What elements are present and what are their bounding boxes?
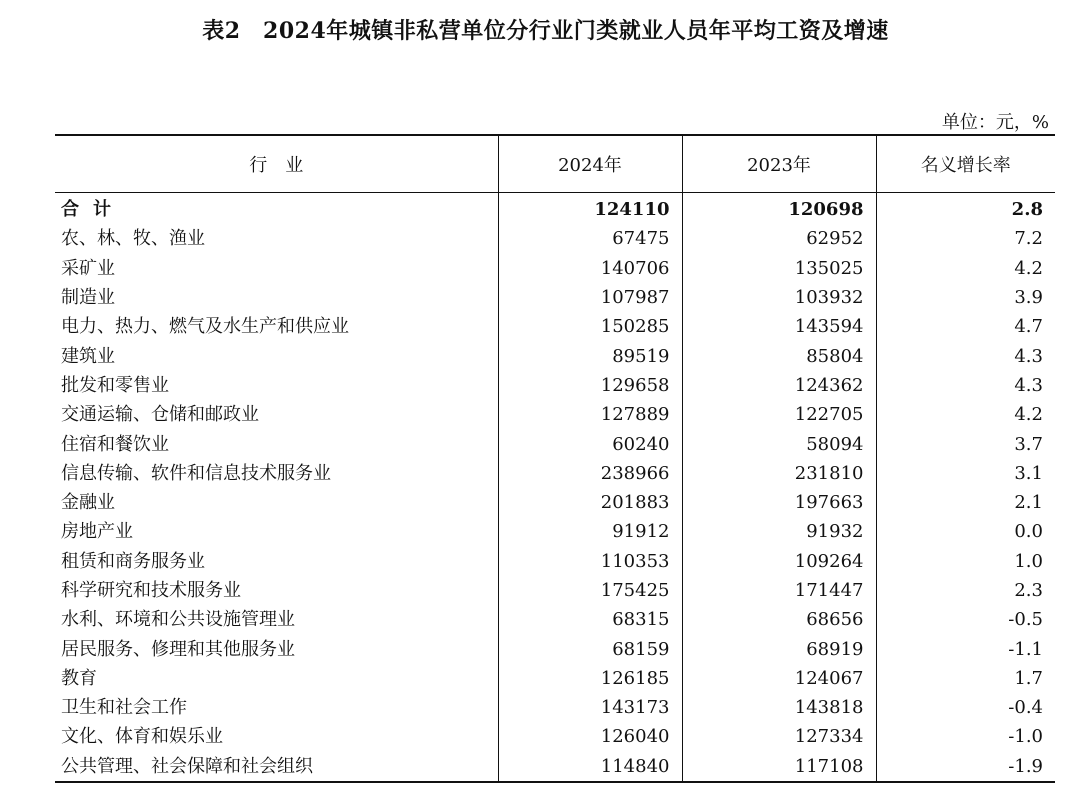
industry-cell: 居民服务、修理和其他服务业 xyxy=(61,638,295,660)
industry-cell: 合计 xyxy=(61,199,125,221)
wage-2024-cell: 140706 xyxy=(498,254,682,283)
wage-2023-cell: 68919 xyxy=(682,634,876,663)
table-row xyxy=(55,576,1055,605)
industry-cell: 农、林、牧、渔业 xyxy=(61,228,205,250)
wage-2023-cell: 103932 xyxy=(682,283,876,312)
header-2024: 2024年 xyxy=(498,135,682,193)
table-row xyxy=(55,752,1055,782)
growth-rate-cell: 3.9 xyxy=(876,283,1055,312)
industry-cell: 教育 xyxy=(61,667,97,689)
industry-cell: 信息传输、软件和信息技术服务业 xyxy=(61,462,331,484)
table-row xyxy=(55,429,1055,458)
industry-cell: 交通运输、仓储和邮政业 xyxy=(61,404,259,426)
wage-2024-cell: 91912 xyxy=(498,517,682,546)
growth-rate-cell: -0.5 xyxy=(876,605,1055,634)
wage-2023-cell: 122705 xyxy=(682,400,876,429)
wage-2024-cell: 89519 xyxy=(498,341,682,370)
table-row xyxy=(55,224,1055,253)
wage-2024-cell: 126040 xyxy=(498,722,682,751)
wage-2024-cell: 68315 xyxy=(498,605,682,634)
table-row xyxy=(55,517,1055,546)
wage-2023-cell: 124067 xyxy=(682,664,876,693)
wage-table xyxy=(55,134,1055,783)
industry-cell: 卫生和社会工作 xyxy=(61,697,187,719)
page-title: 表2 2024年城镇非私营单位分行业门类就业人员年平均工资及增速 xyxy=(202,18,889,44)
industry-cell: 租赁和商务服务业 xyxy=(61,550,205,572)
industry-cell: 电力、热力、燃气及水生产和供应业 xyxy=(61,316,349,338)
wage-2024-cell: 129658 xyxy=(498,371,682,400)
table-row xyxy=(55,488,1055,517)
table-body xyxy=(55,193,1055,782)
wage-2024-cell: 201883 xyxy=(498,488,682,517)
header-row xyxy=(55,135,1055,193)
table-row xyxy=(55,664,1055,693)
table-row xyxy=(55,400,1055,429)
wage-2023-cell: 124362 xyxy=(682,371,876,400)
wage-2023-cell: 91932 xyxy=(682,517,876,546)
wage-2023-cell: 109264 xyxy=(682,547,876,576)
industry-cell: 住宿和餐饮业 xyxy=(61,433,169,455)
growth-rate-cell: -1.9 xyxy=(876,752,1055,782)
wage-2023-cell: 85804 xyxy=(682,341,876,370)
header-growth: 名义增长率 xyxy=(876,135,1055,193)
growth-rate-cell: 4.3 xyxy=(876,341,1055,370)
table-row xyxy=(55,283,1055,312)
table-row xyxy=(55,722,1055,751)
industry-cell: 公共管理、社会保障和社会组织 xyxy=(55,752,498,782)
wage-2024-cell: 67475 xyxy=(498,224,682,253)
growth-rate-cell: -1.1 xyxy=(876,634,1055,663)
wage-2024-cell: 107987 xyxy=(498,283,682,312)
growth-rate-cell: 4.2 xyxy=(876,400,1055,429)
industry-cell: 制造业 xyxy=(61,287,115,309)
industry-cell: 科学研究和技术服务业 xyxy=(61,580,241,601)
wage-2024-cell: 60240 xyxy=(498,429,682,458)
table-row xyxy=(55,254,1055,283)
growth-rate-cell: 1.0 xyxy=(876,547,1055,576)
header-industry: 行 业 xyxy=(55,135,498,193)
wage-2024-cell: 126185 xyxy=(498,664,682,693)
industry-cell: 水利、环境和公共设施管理业 xyxy=(61,609,295,631)
table-row xyxy=(55,341,1055,370)
wage-2024-cell: 114840 xyxy=(498,752,682,782)
wage-2023-cell: 143818 xyxy=(682,693,876,722)
wage-2024-cell: 150285 xyxy=(498,312,682,341)
growth-rate-cell: 3.7 xyxy=(876,429,1055,458)
wage-2023-cell: 127334 xyxy=(682,722,876,751)
growth-rate-cell: 1.7 xyxy=(876,664,1055,693)
wage-2023-cell: 231810 xyxy=(682,459,876,488)
wage-2023-cell: 171447 xyxy=(682,576,876,605)
wage-2024-cell: 127889 xyxy=(498,400,682,429)
table-header xyxy=(55,135,1055,193)
industry-cell: 批发和零售业 xyxy=(61,374,169,396)
wage-2024-cell: 238966 xyxy=(498,459,682,488)
growth-rate-cell: 2.3 xyxy=(876,576,1055,605)
wage-2024-cell: 175425 xyxy=(498,576,682,605)
growth-rate-cell: -0.4 xyxy=(876,693,1055,722)
growth-rate-cell: 2.1 xyxy=(876,488,1055,517)
growth-rate-cell: 4.2 xyxy=(876,254,1055,283)
growth-rate-cell: 4.3 xyxy=(876,371,1055,400)
table-row xyxy=(55,693,1055,722)
table-row xyxy=(55,605,1055,634)
growth-rate-cell: -1.0 xyxy=(876,722,1055,751)
unit-note: 单位：元，% xyxy=(941,112,1049,133)
table-row xyxy=(55,371,1055,400)
wage-2023-cell: 143594 xyxy=(682,312,876,341)
wage-2023-cell: 117108 xyxy=(682,752,876,782)
industry-cell: 建筑业 xyxy=(61,345,115,367)
total-row xyxy=(55,193,1055,225)
table-row xyxy=(55,312,1055,341)
wage-2024-cell: 68159 xyxy=(498,634,682,663)
table-row xyxy=(55,459,1055,488)
wage-2024-cell: 143173 xyxy=(498,693,682,722)
growth-rate-cell: 4.7 xyxy=(876,312,1055,341)
header-2023: 2023年 xyxy=(682,135,876,193)
table-row xyxy=(55,634,1055,663)
wage-2024-cell: 124110 xyxy=(498,193,682,225)
industry-cell: 房地产业 xyxy=(61,521,133,543)
wage-2023-cell: 68656 xyxy=(682,605,876,634)
wage-2023-cell: 120698 xyxy=(682,193,876,225)
growth-rate-cell: 2.8 xyxy=(876,193,1055,225)
industry-cell: 采矿业 xyxy=(61,257,115,279)
industry-cell: 金融业 xyxy=(61,492,115,514)
industry-cell: 文化、体育和娱乐业 xyxy=(61,726,223,748)
wage-2023-cell: 135025 xyxy=(682,254,876,283)
table-row xyxy=(55,547,1055,576)
wage-2023-cell: 197663 xyxy=(682,488,876,517)
growth-rate-cell: 3.1 xyxy=(876,459,1055,488)
wage-2024-cell: 110353 xyxy=(498,547,682,576)
growth-rate-cell: 0.0 xyxy=(876,517,1055,546)
wage-2023-cell: 62952 xyxy=(682,224,876,253)
growth-rate-cell: 7.2 xyxy=(876,224,1055,253)
wage-2023-cell: 58094 xyxy=(682,429,876,458)
